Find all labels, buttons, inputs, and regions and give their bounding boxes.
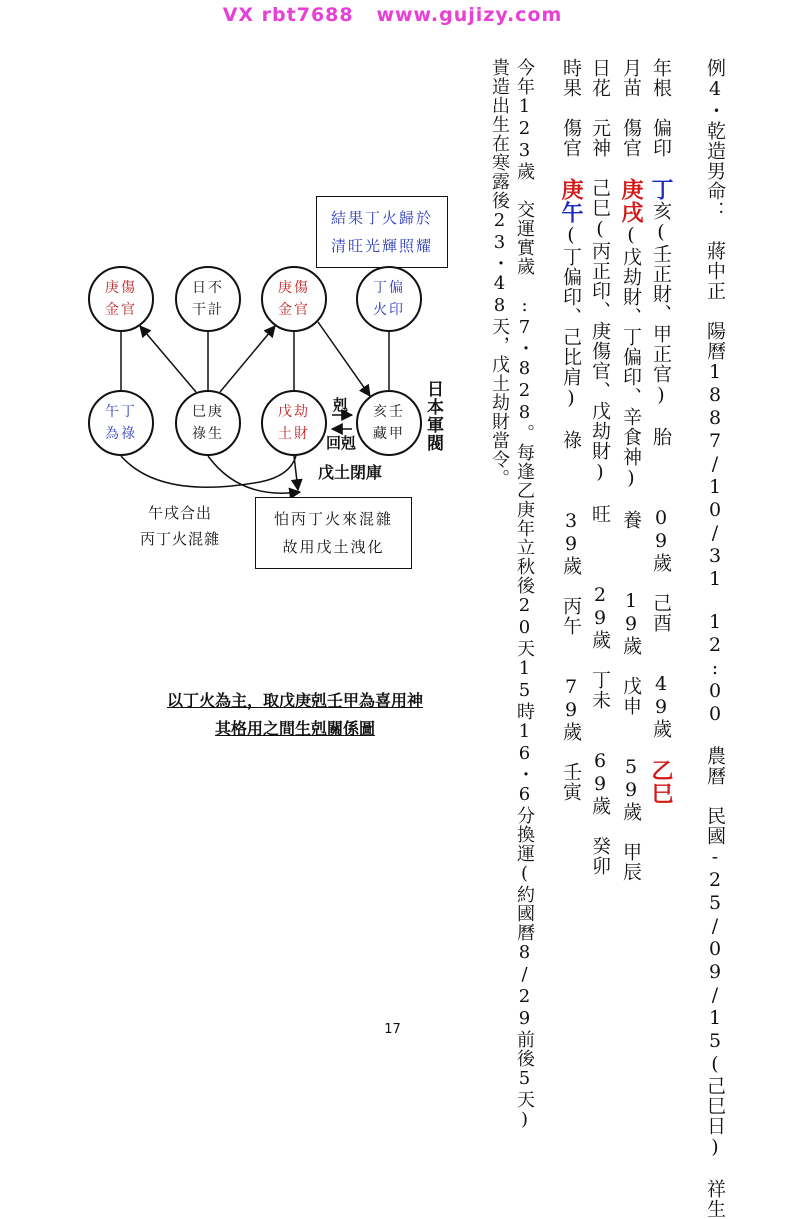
watermark-banner: VX rbt7688 www.gujizy.com xyxy=(222,4,563,26)
chart-header-column: 例4・乾造男命： 蔣中正 陽曆1887/10/31 12:00 農曆 民國-25/09/15(己巳日) 祥生 xyxy=(704,58,726,1219)
node-geng-shangguan-right: 庚傷 金官 xyxy=(261,266,327,332)
month-hidden: (戊劫財、丁偏印、辛食神) xyxy=(620,224,642,490)
luck-change-column: 今年123歲 交運實歲 :7・828。每逢乙庚年立秋後20天15時16・6分換運(約國曆8/29前後5天) xyxy=(514,58,535,1131)
year-luck-highlight: 乙巳 xyxy=(648,759,674,805)
fear-line-2: 故用戊土洩化 xyxy=(282,538,385,556)
label-ke: 剋 xyxy=(333,396,349,414)
hour-stage: 祿 xyxy=(560,410,582,450)
hour-hidden: (丁偏印、己比肩) xyxy=(560,224,582,410)
year-hidden: (壬正財、甲正官) xyxy=(650,221,672,407)
node-hai-ren: 亥壬 藏甲 xyxy=(356,390,422,456)
year-branch: 亥 xyxy=(650,201,672,221)
day-stage: 旺 xyxy=(589,484,611,524)
day-branch: 巳 xyxy=(589,198,611,218)
page-number: 17 xyxy=(384,1022,401,1037)
day-prefix: 日花 元神 xyxy=(589,58,611,178)
result-box xyxy=(316,196,448,268)
result-line-2: 清旺光輝照耀 xyxy=(330,237,433,255)
month-luck: 19歲 戊申 59歲 甲辰 xyxy=(620,530,642,882)
node-geng-shangguan-left: 庚傷 金官 xyxy=(88,266,154,332)
month-branch: 戌 xyxy=(618,201,644,224)
year-stem: 丁 xyxy=(648,178,674,201)
label-wu-xu-merge: 午戌合出 丙丁火混雜 xyxy=(140,504,221,548)
fear-box xyxy=(255,497,412,569)
month-prefix: 月苗 傷官 xyxy=(620,58,642,178)
day-stem: 己 xyxy=(589,178,611,198)
caption-line-2: 其格用之間生剋關係圖 xyxy=(214,719,375,738)
season-note-column: 貴造出生在寒露後23・48天，戊土劫財當令。 xyxy=(489,58,510,488)
month-stem: 庚 xyxy=(618,178,644,201)
day-hidden: (丙正印、庚傷官、戊劫財) xyxy=(589,218,611,484)
node-ding-pianyin: 丁偏 火印 xyxy=(356,266,422,332)
caption-line-1: 以丁火為主，取戊庚剋壬甲為喜用神 xyxy=(166,691,423,710)
label-japan-warlords: 日本軍閥 xyxy=(423,380,443,452)
label-huike: 回剋 xyxy=(326,434,357,452)
year-prefix: 年根 偏印 xyxy=(650,58,672,178)
hour-prefix: 時果 傷官 xyxy=(560,58,582,178)
hour-branch: 午 xyxy=(558,201,584,224)
node-wu-jiecai: 戊劫 土財 xyxy=(261,390,327,456)
hour-luck: 39歲 丙午 79歲 壬寅 xyxy=(560,450,582,802)
node-day-stem: 日不 干計 xyxy=(175,266,241,332)
month-stage: 養 xyxy=(620,490,642,530)
year-luck: 09歲 己酉 49歲 xyxy=(650,447,672,759)
day-luck: 29歲 丁未 69歲 癸卯 xyxy=(589,524,611,876)
node-wu-ding: 午丁 為祿 xyxy=(88,390,154,456)
fear-line-1: 怕丙丁火來混雜 xyxy=(273,510,393,528)
year-stage: 胎 xyxy=(650,407,672,447)
node-si-geng: 巳庚 祿生 xyxy=(175,390,241,456)
label-wutu-biku: 戊土閉庫 xyxy=(318,463,383,482)
hour-stem: 庚 xyxy=(558,178,584,201)
result-line-1: 結果丁火歸於 xyxy=(330,209,433,227)
